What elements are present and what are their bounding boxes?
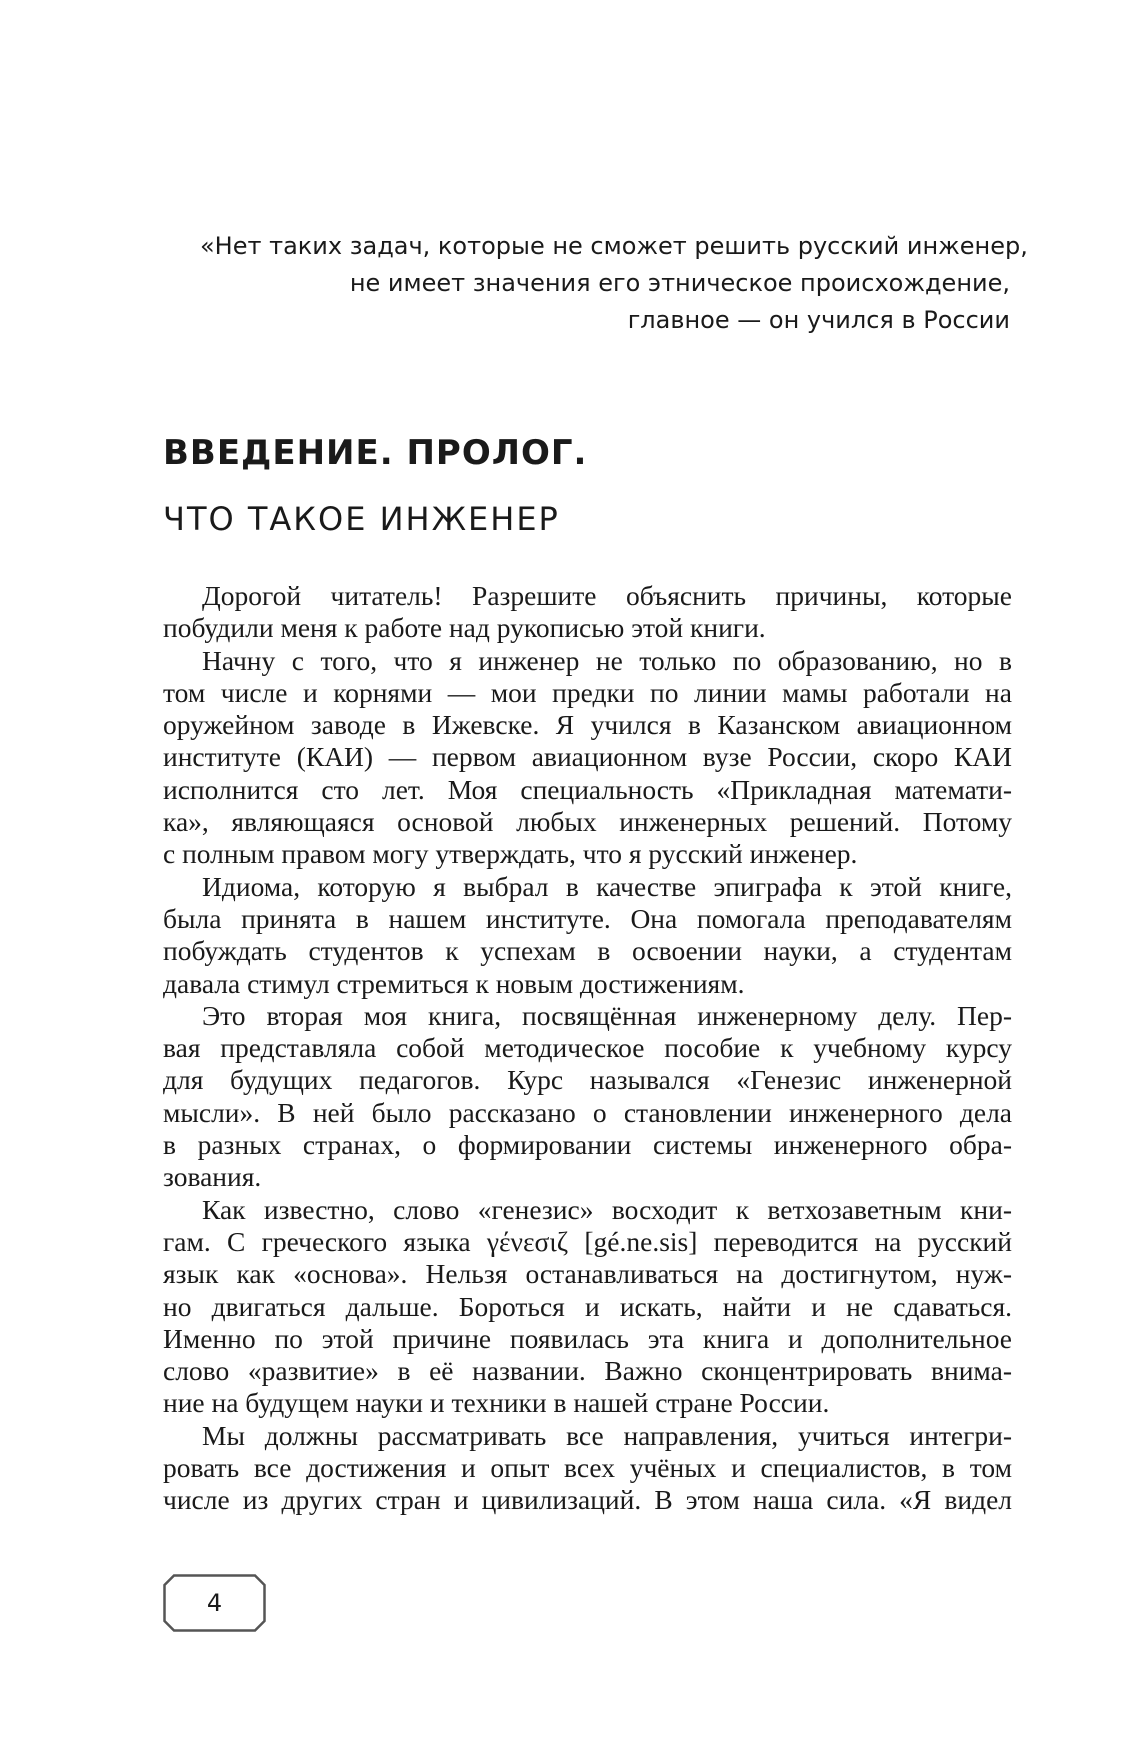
paragraph: [163, 580, 1012, 645]
chapter-subtitle: ЧТО ТАКОЕ ИНЖЕНЕР: [163, 500, 560, 538]
epigraph-line: «Нет таких задач, которые не сможет решить русский инженер,: [200, 232, 1028, 260]
paragraph-line: побуждать студентов к успехам в освоении науки, а студентам: [163, 935, 1012, 967]
paragraph-line: ровать все достижения и опыт всех учёных и специалистов, в том: [163, 1452, 1012, 1484]
chapter-title: ВВЕДЕНИЕ. ПРОЛОГ.: [163, 433, 588, 473]
paragraph-line: том числе и корнями — мои предки по линии мамы работали на: [163, 676, 1012, 708]
paragraph-line: числе из других стран и цивилизаций. В этом наша сила. «Я видел: [163, 1484, 1012, 1516]
page-number: 4: [206, 1589, 223, 1617]
paragraph-line: зования.: [163, 1161, 262, 1193]
paragraph-line: Как известно, слово «генезис» восходит к ветхозаветным кни-: [202, 1193, 1012, 1225]
paragraph: [163, 871, 1012, 1000]
paragraph-line: язык как «основа». Нельзя останавливаться на достигнутом, нуж-: [163, 1258, 1012, 1290]
paragraph-line: Именно по этой причине появилась эта книга и дополнительное: [163, 1322, 1012, 1354]
paragraph-line: Мы должны рассматривать все направления, учиться интегри-: [202, 1419, 1012, 1451]
paragraph: [163, 1194, 1012, 1420]
body-text: [163, 580, 1012, 1517]
paragraph: [163, 645, 1012, 871]
paragraph-line: давала стимул стремиться к новым достижениям.: [163, 967, 745, 999]
epigraph-line: главное — он учился в России: [627, 306, 1010, 334]
paragraph-line: Это вторая моя книга, посвящённая инженерному делу. Пер-: [202, 999, 1012, 1031]
paragraph-line: Дорогой читатель! Разрешите объяснить причины, которые: [202, 580, 1012, 611]
paragraph-line: гам. С греческого языка γένεσιζ [gé.ne.sis] переводится на русский: [163, 1225, 1012, 1257]
paragraph-line: слово «развитие» в её названии. Важно сконцентрировать внима-: [163, 1355, 1012, 1387]
paragraph-line: с полным правом могу утверждать, что я русский инженер.: [163, 838, 858, 870]
paragraph-line: Начну с того, что я инженер не только по образованию, но в: [202, 644, 1012, 676]
paragraph-line: ка», являющаяся основой любых инженерных решений. Потому: [163, 806, 1012, 838]
paragraph-line: была принята в нашем институте. Она помогала преподавателям: [163, 902, 1012, 934]
paragraph-line: для будущих педагогов. Курс назывался «Генезис инженерной: [163, 1064, 1012, 1096]
page-number-box: [163, 1574, 266, 1632]
paragraph-line: институте (КАИ) — первом авиационном вузе России, скоро КАИ: [163, 741, 1012, 773]
paragraph: [163, 1000, 1012, 1194]
paragraph-line: побудили меня к работе над рукописью этой книги.: [163, 612, 766, 644]
epigraph: [200, 228, 1028, 339]
paragraph-line: в разных странах, о формировании системы инженерного обра-: [163, 1129, 1012, 1161]
paragraph-line: вая представляла собой методическое пособие к учебному курсу: [163, 1032, 1012, 1064]
paragraph-line: ние на будущем науки и техники в нашей стране России.: [163, 1387, 830, 1419]
paragraph: [163, 1420, 1012, 1517]
paragraph-line: исполнится сто лет. Моя специальность «Прикладная математи-: [163, 773, 1012, 805]
paragraph-line: мысли». В ней было рассказано о становлении инженерного дела: [163, 1096, 1012, 1128]
paragraph-line: Идиома, которую я выбрал в качестве эпиграфа к этой книге,: [202, 870, 1012, 902]
epigraph-line: не имеет значения его этническое происхождение,: [349, 269, 1010, 297]
paragraph-line: но двигаться дальше. Бороться и искать, найти и не сдаваться.: [163, 1290, 1012, 1322]
paragraph-line: оружейном заводе в Ижевске. Я учился в Казанском авиационном: [163, 709, 1012, 741]
